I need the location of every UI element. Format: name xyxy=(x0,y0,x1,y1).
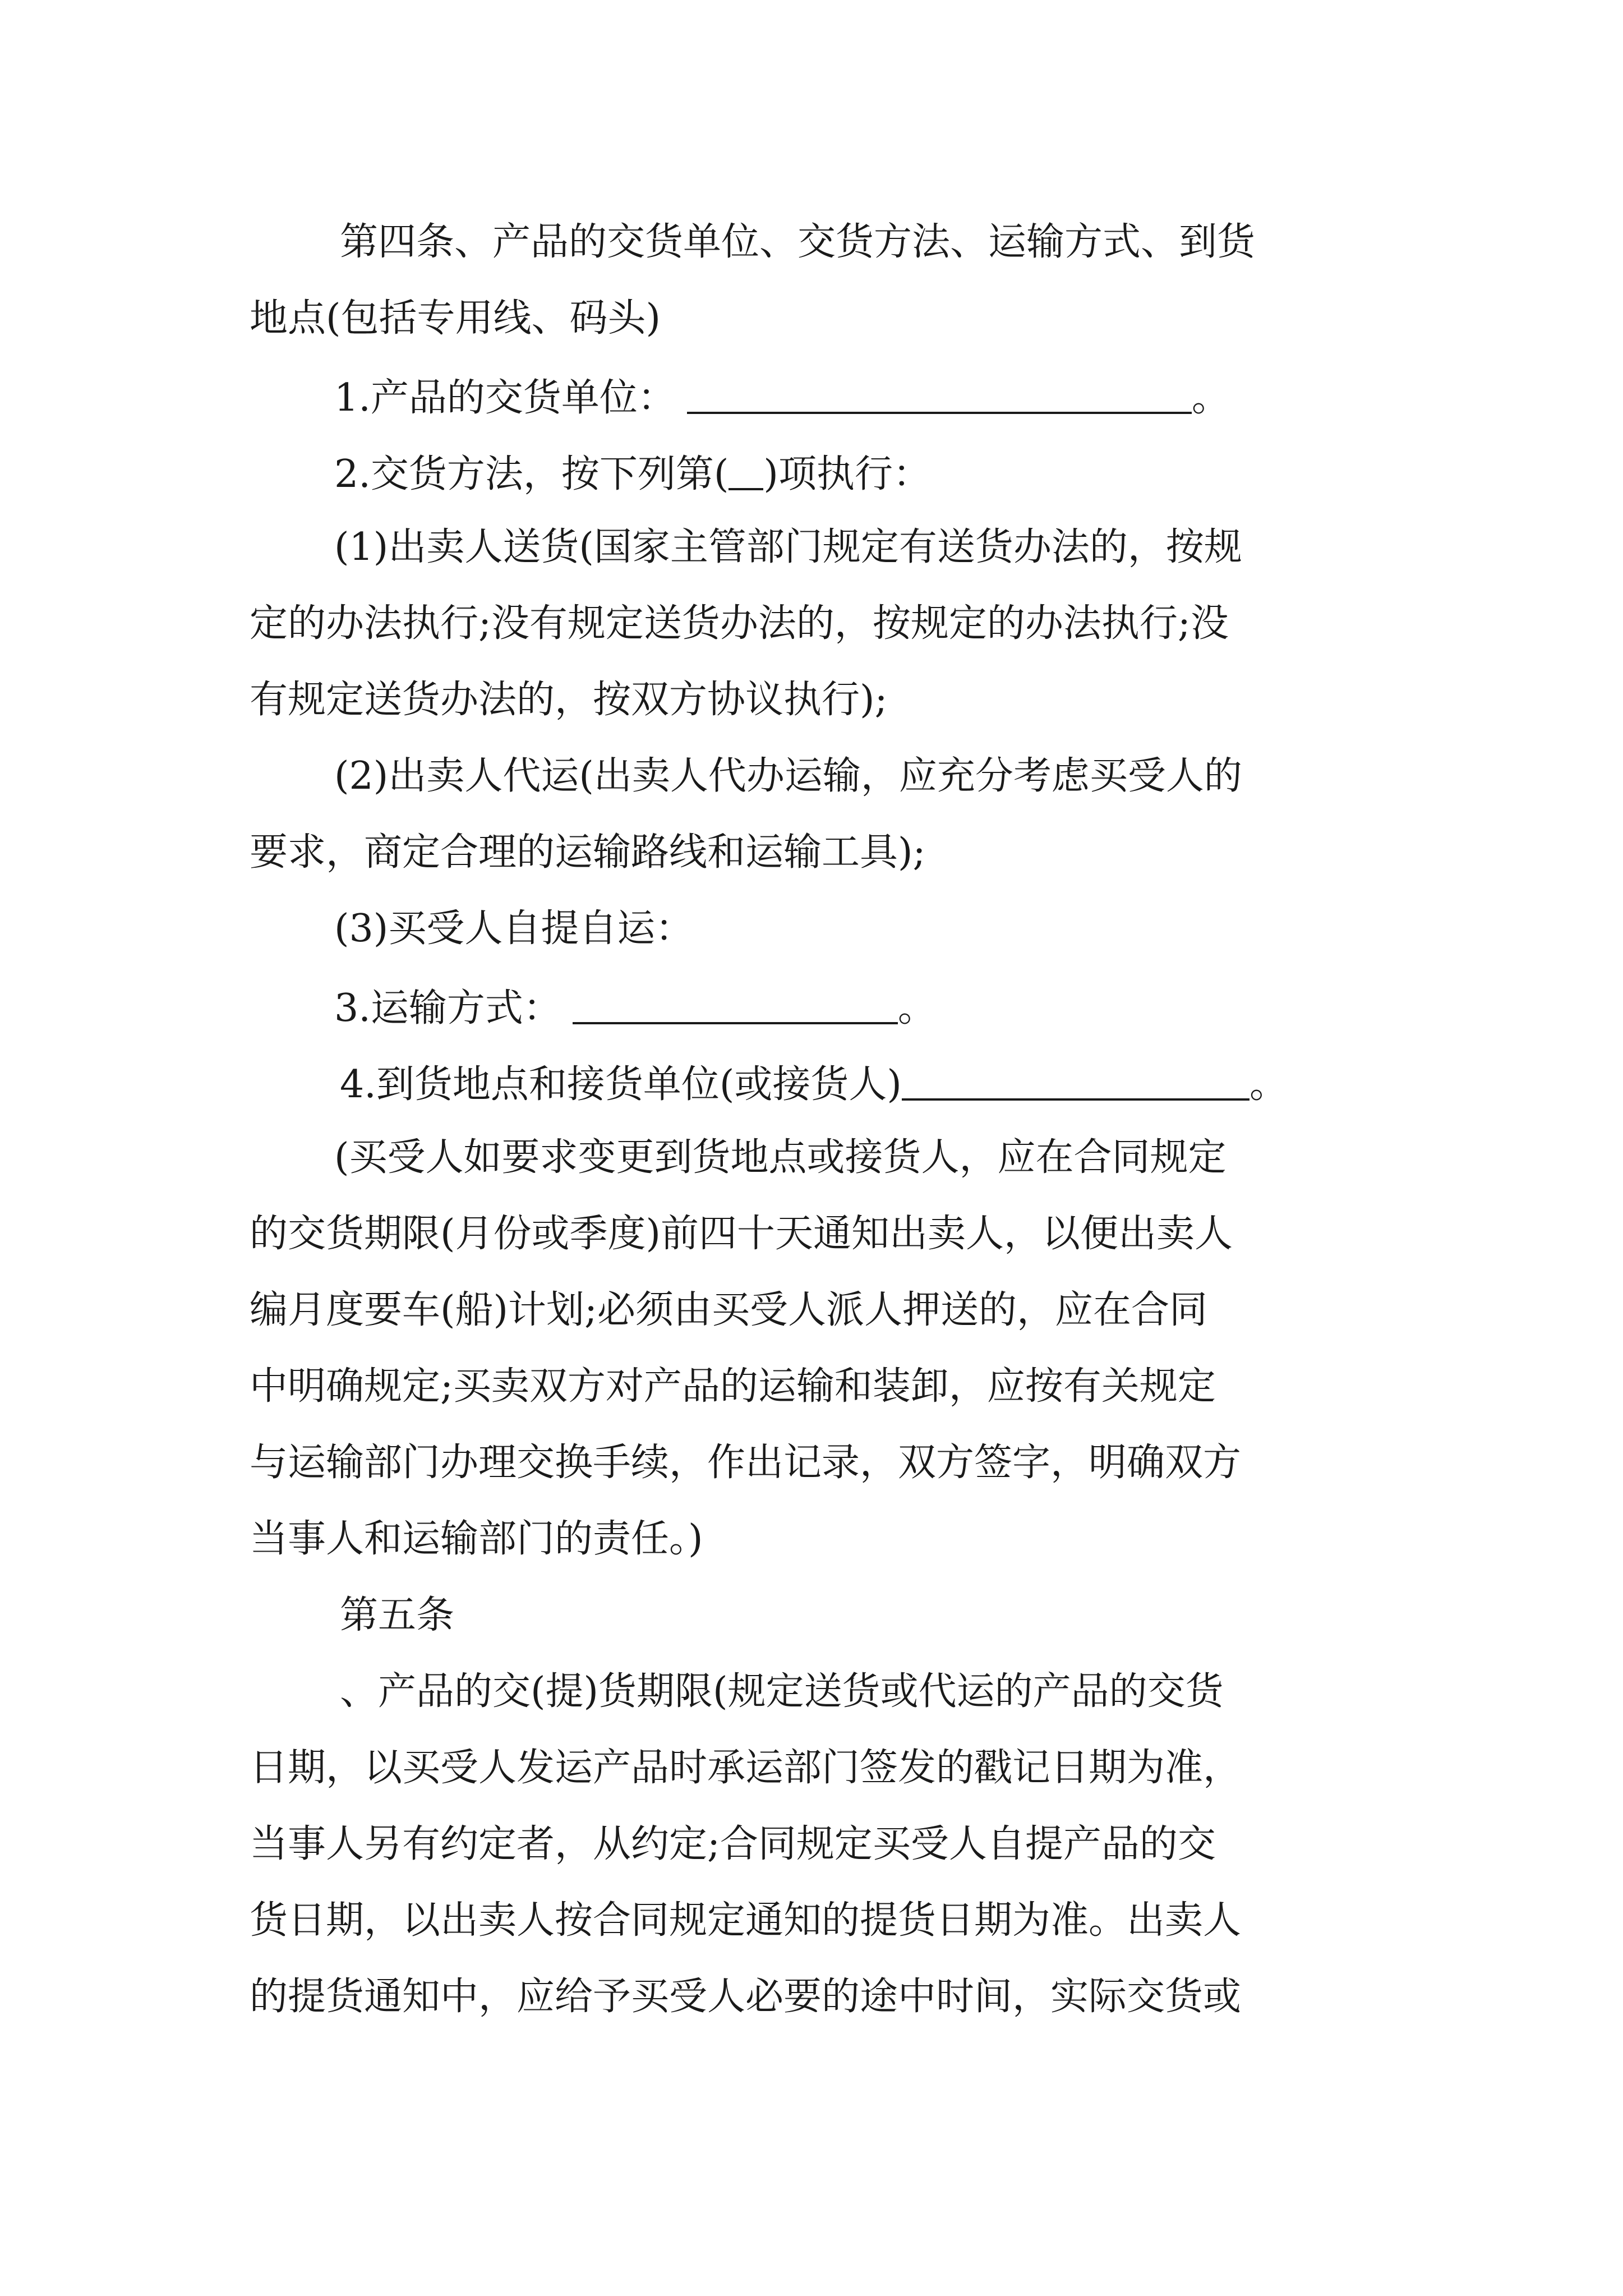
article-5-line-3: 当事人另有约定者，从约定;合同规定买受人自提产品的交 xyxy=(250,1822,1216,1866)
transport-mode-blank xyxy=(573,986,898,1024)
item-4-destination xyxy=(340,1062,1288,1107)
item-1-period: 。 xyxy=(1191,376,1230,420)
option-2-line-1: (2)出卖人代运(出卖人代办运输，应充分考虑买受人的 xyxy=(334,754,1242,798)
note-line-1: (买受人如要求变更到货地点或接货人，应在合同规定 xyxy=(334,1135,1227,1180)
item-2-label-end: )项执行： xyxy=(763,452,931,496)
option-1-line-2: 定的办法执行;没有规定送货办法的，按规定的办法执行;没 xyxy=(250,601,1229,646)
option-3-line: (3)买受人自提自运： xyxy=(334,907,694,951)
article-4-heading: 第四条、产品的交货单位、交货方法、运输方式、到货 xyxy=(340,220,1256,264)
article-5-heading: 第五条 xyxy=(340,1593,455,1637)
option-1-line-1: (1)出卖人送货(国家主管部门规定有送货办法的，按规 xyxy=(334,525,1242,569)
note-line-3: 编月度要车(船)计划;必须由买受人派人押送的，应在合同 xyxy=(250,1288,1207,1332)
item-1-delivery-unit xyxy=(334,376,1230,420)
note-line-6: 当事人和运输部门的责任。) xyxy=(250,1517,703,1561)
article-4-heading-cont: 地点(包括专用线、码头) xyxy=(250,296,661,341)
option-1-line-3: 有规定送货办法的，按双方协议执行); xyxy=(250,678,888,722)
note-line-2: 的交货期限(月份或季度)前四十天通知出卖人，以便出卖人 xyxy=(250,1212,1233,1256)
item-4-label: 4.到货地点和接货单位(或接货人) xyxy=(340,1062,902,1107)
item-3-transport-mode xyxy=(334,986,936,1028)
item-2-label: 2.交货方法，按下列第( xyxy=(334,452,729,496)
note-line-5: 与运输部门办理交换手续，作出记录，双方签字，明确双方 xyxy=(250,1441,1242,1485)
article-5-line-4: 货日期，以出卖人按合同规定通知的提货日期为准。出卖人 xyxy=(250,1898,1242,1943)
article-5-line-5: 的提货通知中，应给予买受人必要的途中时间，实际交货或 xyxy=(250,1975,1242,2019)
delivery-unit-blank xyxy=(687,376,1192,414)
article-5-line-1: 、产品的交(提)货期限(规定送货或代运的产品的交货 xyxy=(340,1669,1224,1714)
item-2-delivery-method xyxy=(334,452,931,494)
item-4-period: 。 xyxy=(1249,1062,1288,1107)
destination-blank xyxy=(902,1062,1249,1101)
item-3-label: 3.运输方式： xyxy=(334,986,561,1030)
article-5-line-2: 日期，以买受人发运产品时承运部门签发的戳记日期为准， xyxy=(250,1746,1242,1790)
item-1-label: 1.产品的交货单位： xyxy=(334,376,676,420)
option-number-blank xyxy=(728,452,763,490)
option-2-line-2: 要求，商定合理的运输路线和运输工具); xyxy=(250,830,926,875)
item-3-period: 。 xyxy=(897,986,936,1030)
note-line-4: 中明确规定;买卖双方对产品的运输和装卸，应按有关规定 xyxy=(250,1364,1216,1409)
